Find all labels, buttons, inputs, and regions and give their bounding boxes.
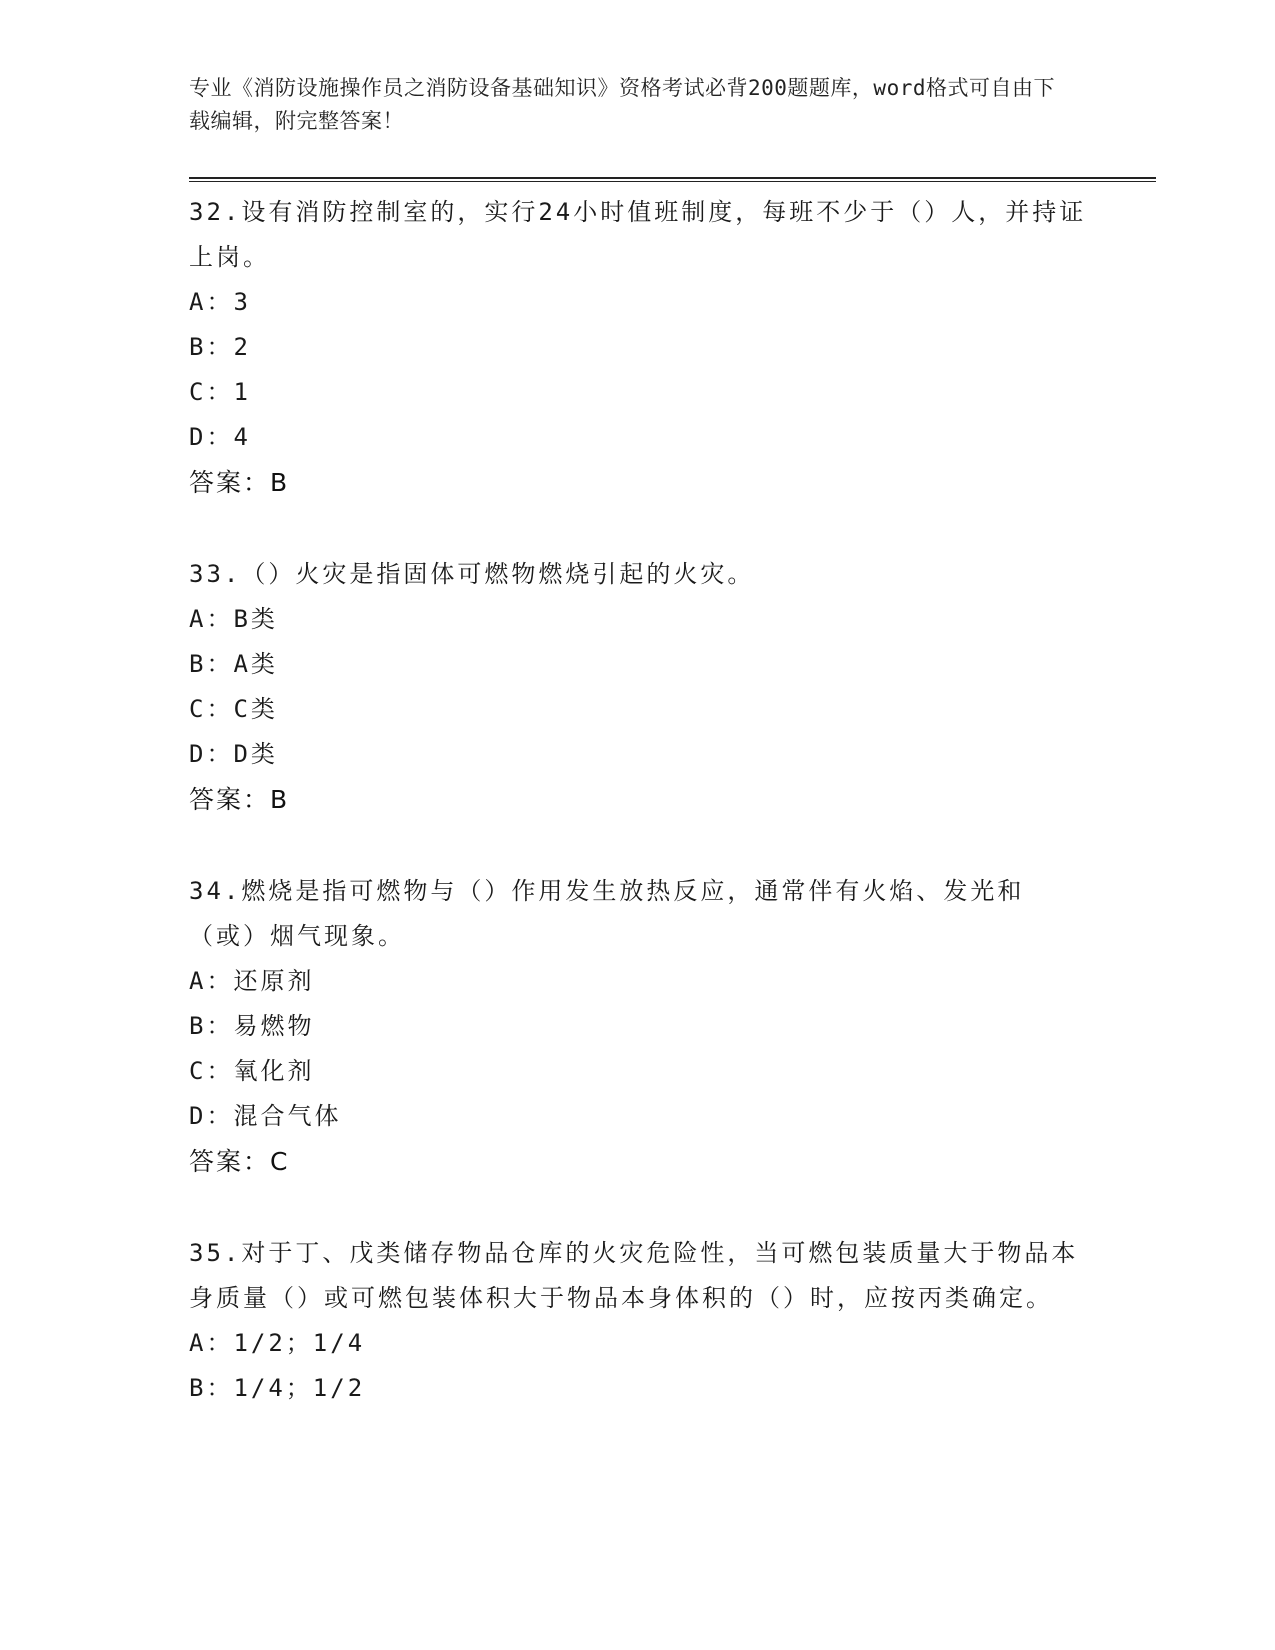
- option-d: D：混合气体: [189, 1102, 342, 1130]
- option-d: D：D类: [189, 740, 278, 768]
- answer: 答案：B: [189, 468, 290, 497]
- question-stem: 34.燃烧是指可燃物与（）作用发生放热反应，通常伴有火焰、发光和（或）烟气现象。: [189, 877, 1025, 950]
- option-a: A：B类: [189, 605, 278, 633]
- option-b: B：易燃物: [189, 1012, 315, 1040]
- question-stem: 32.设有消防控制室的，实行24小时值班制度，每班不少于（）人，并持证上岗。: [189, 198, 1087, 271]
- option-d: D：4: [189, 423, 251, 451]
- question-35: [189, 1231, 1089, 1411]
- document-header: 专业《消防设施操作员之消防设备基础知识》资格考试必背200题题库，word格式可自由下载编辑，附完整答案！: [189, 76, 1055, 133]
- answer: 答案：C: [189, 1147, 290, 1176]
- option-c: C：C类: [189, 695, 278, 723]
- option-b: B：A类: [189, 650, 278, 678]
- header-divider: [189, 177, 1156, 182]
- question-32: [189, 190, 1089, 505]
- question-stem: 35.对于丁、戊类储存物品仓库的火灾危险性，当可燃包装质量大于物品本身质量（）或可燃包装体积大于物品本身体积的（）时，应按丙类确定。: [189, 1239, 1079, 1312]
- option-a: A：3: [189, 288, 251, 316]
- question-34: [189, 869, 1089, 1184]
- answer: 答案：B: [189, 785, 290, 814]
- option-a: A：还原剂: [189, 967, 315, 995]
- question-stem: 33.（）火灾是指固体可燃物燃烧引起的火灾。: [189, 560, 755, 588]
- option-c: C：1: [189, 378, 251, 406]
- question-list: [189, 190, 1089, 1458]
- question-33: [189, 552, 1089, 822]
- option-b: B：2: [189, 333, 251, 361]
- option-b: B：1/4；1/2: [189, 1374, 366, 1402]
- option-c: C：氧化剂: [189, 1057, 315, 1085]
- option-a: A：1/2；1/4: [189, 1329, 366, 1357]
